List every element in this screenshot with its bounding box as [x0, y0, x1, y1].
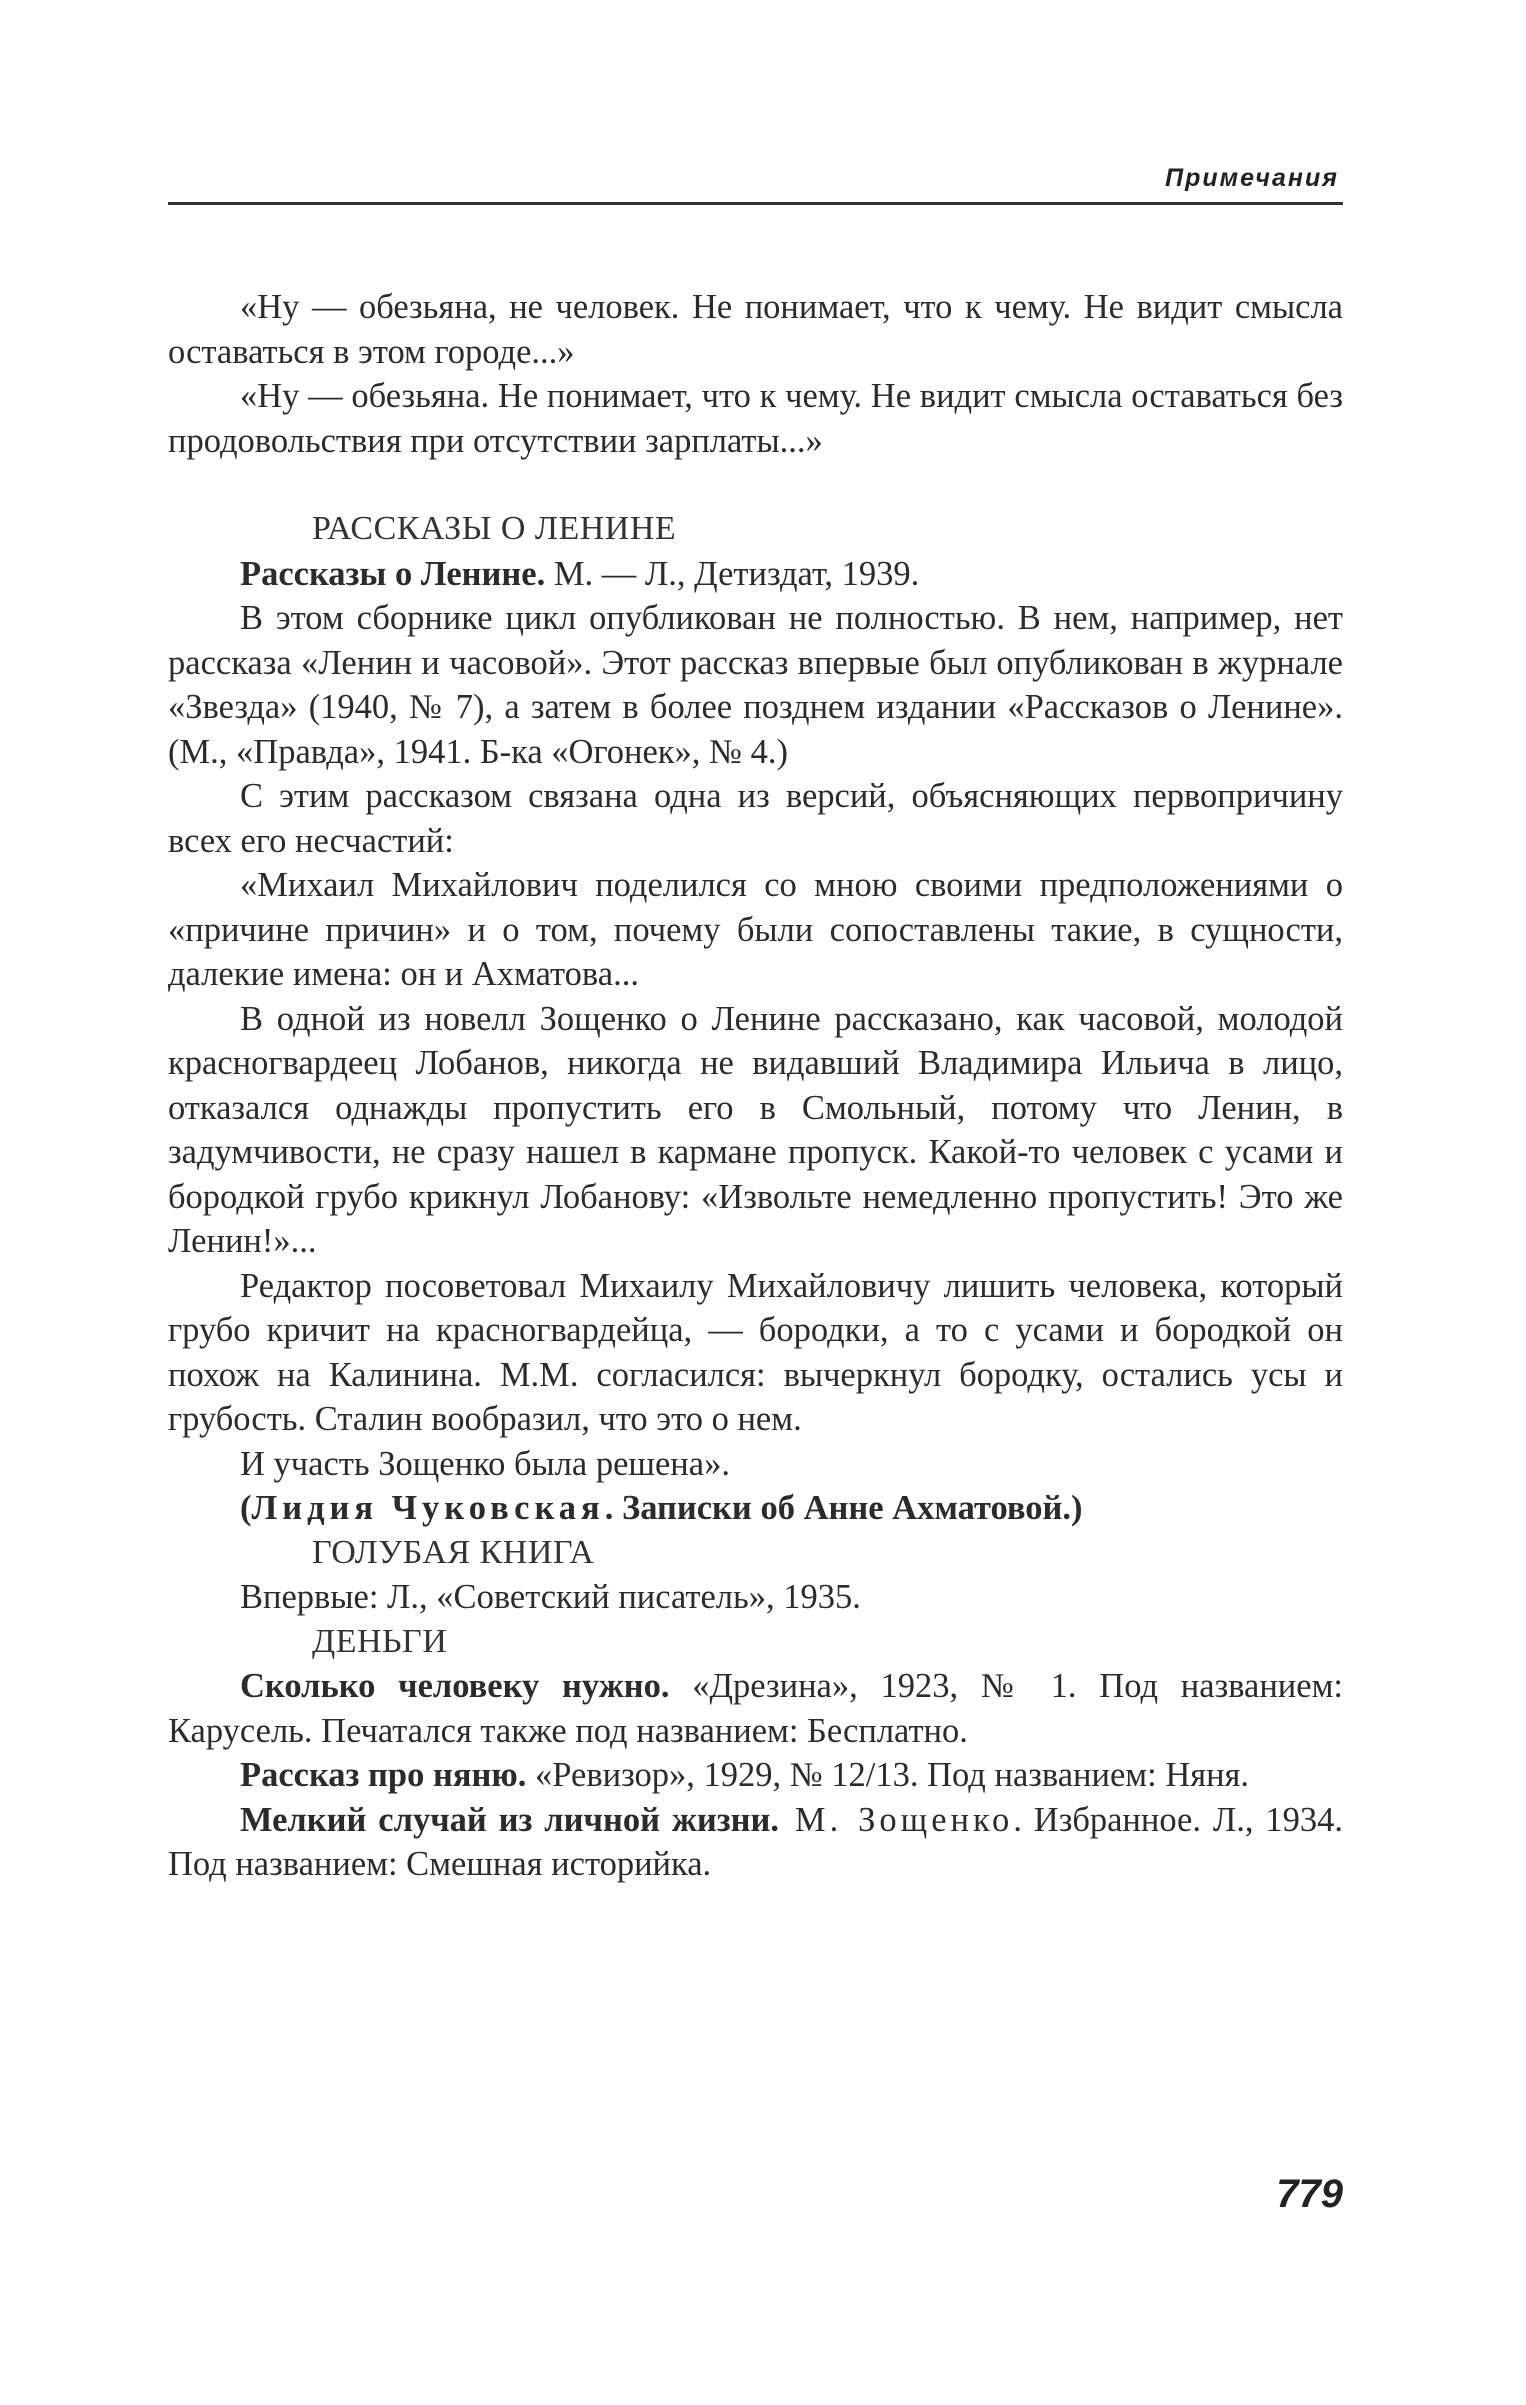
running-head-title: Примечания [1165, 164, 1339, 192]
page-body [168, 285, 1343, 1887]
section-heading-lenin: РАССКАЗЫ О ЛЕНИНЕ [312, 510, 677, 547]
entry-details: «Дрезина», 1923, № 1. Под названием: Карусель. Печатался также под названием: Бесплатно. [168, 1667, 1343, 1750]
entry-author: М. Зощенко [779, 1800, 1014, 1839]
running-header [168, 160, 1343, 205]
note-entry [168, 1664, 1343, 1753]
section-heading-blue-book: ГОЛУБАЯ КНИГА [312, 1533, 595, 1571]
citation-work: . Записки об Анне Ахматовой.) [604, 1489, 1083, 1527]
work-title: Рассказ про няню. [240, 1756, 527, 1794]
citation: (Лидия Чуковская. Записки об Анне Ахматовой.) [240, 1489, 1083, 1527]
note-paragraph: В этом сборнике цикл опубликован не полностью. В нем, например, нет рассказа «Ленин и часовой». Этот рассказ впервые был опубликован в журнале «Звезда» (1940, № 7), а затем в более позднем издании «Рассказов о Ленине». (М., «Правда», 1941. Б-ка «Огонек», № 4.) [168, 599, 1343, 771]
source-line: Впервые: Л., «Советский писатель», 1935. [240, 1578, 861, 1616]
quote-paragraph: И участь Зощенко была решена». [240, 1444, 730, 1483]
note-entry [168, 1798, 1343, 1887]
quote-paragraph: «Ну — обезьяна. Не понимает, что к чему. Не видит смысла оставаться без продовольствия при отсутствии зарплаты...» [168, 377, 1343, 460]
source-line [168, 552, 1343, 597]
entry-details: «Ревизор», 1929, № 12/13. Под названием: Няня. [526, 1756, 1250, 1794]
work-title: Мелкий случай из личной жизни. [240, 1800, 780, 1839]
quote-paragraph: В одной из новелл Зощенко о Ленине рассказано, как часовой, молодой красногвардеец Лобанов, никогда не видавший Владимира Ильича в лицо, отказался однажды пропустить его в Смольный, потому что Ленин, в задумчивости, не сразу нашел в кармане пропуск. Какой-то человек с усами и бородкой грубо крикнул Лобанову: «Извольте немедленно пропустить! Это же Ленин!»... [168, 999, 1343, 1260]
quote-paragraph: «Ну — обезьяна, не человек. Не понимает, что к чему. Не видит смысла оставаться в этом городе...» [168, 288, 1343, 371]
source-details: М. — Л., Детиздат, 1939. [545, 554, 920, 593]
quote-paragraph: «Михаил Михайлович поделился со мною своими предположениями о «причине причин» и о том, почему были сопоставлены такие, в сущности, далекие имена: он и Ахматова... [168, 866, 1343, 993]
section-heading-money: ДЕНЬГИ [312, 1622, 448, 1660]
entry-details: . Избранное. Л., 1934. Под названием: Смешная историйка. [168, 1800, 1344, 1883]
note-paragraph: С этим рассказом связана одна из версий, объясняющих первопричину всех его несчастий: [168, 777, 1343, 860]
page-number: 779 [1276, 2172, 1343, 2216]
note-entry [168, 1753, 1343, 1798]
work-title: Рассказы о Ленине. [240, 554, 546, 593]
quote-paragraph: Редактор посоветовал Михаилу Михайловичу лишить человека, который грубо кричит на красногвардейца, — бородки, а то с усами и бородкой он похож на Калинина. М.М. согласился: вычеркнул бородку, остались усы и грубость. Сталин вообразил, что это о нем. [168, 1266, 1343, 1438]
work-title: Сколько человеку нужно. [240, 1667, 670, 1705]
citation-author: Лидия Чуковская [251, 1489, 605, 1527]
